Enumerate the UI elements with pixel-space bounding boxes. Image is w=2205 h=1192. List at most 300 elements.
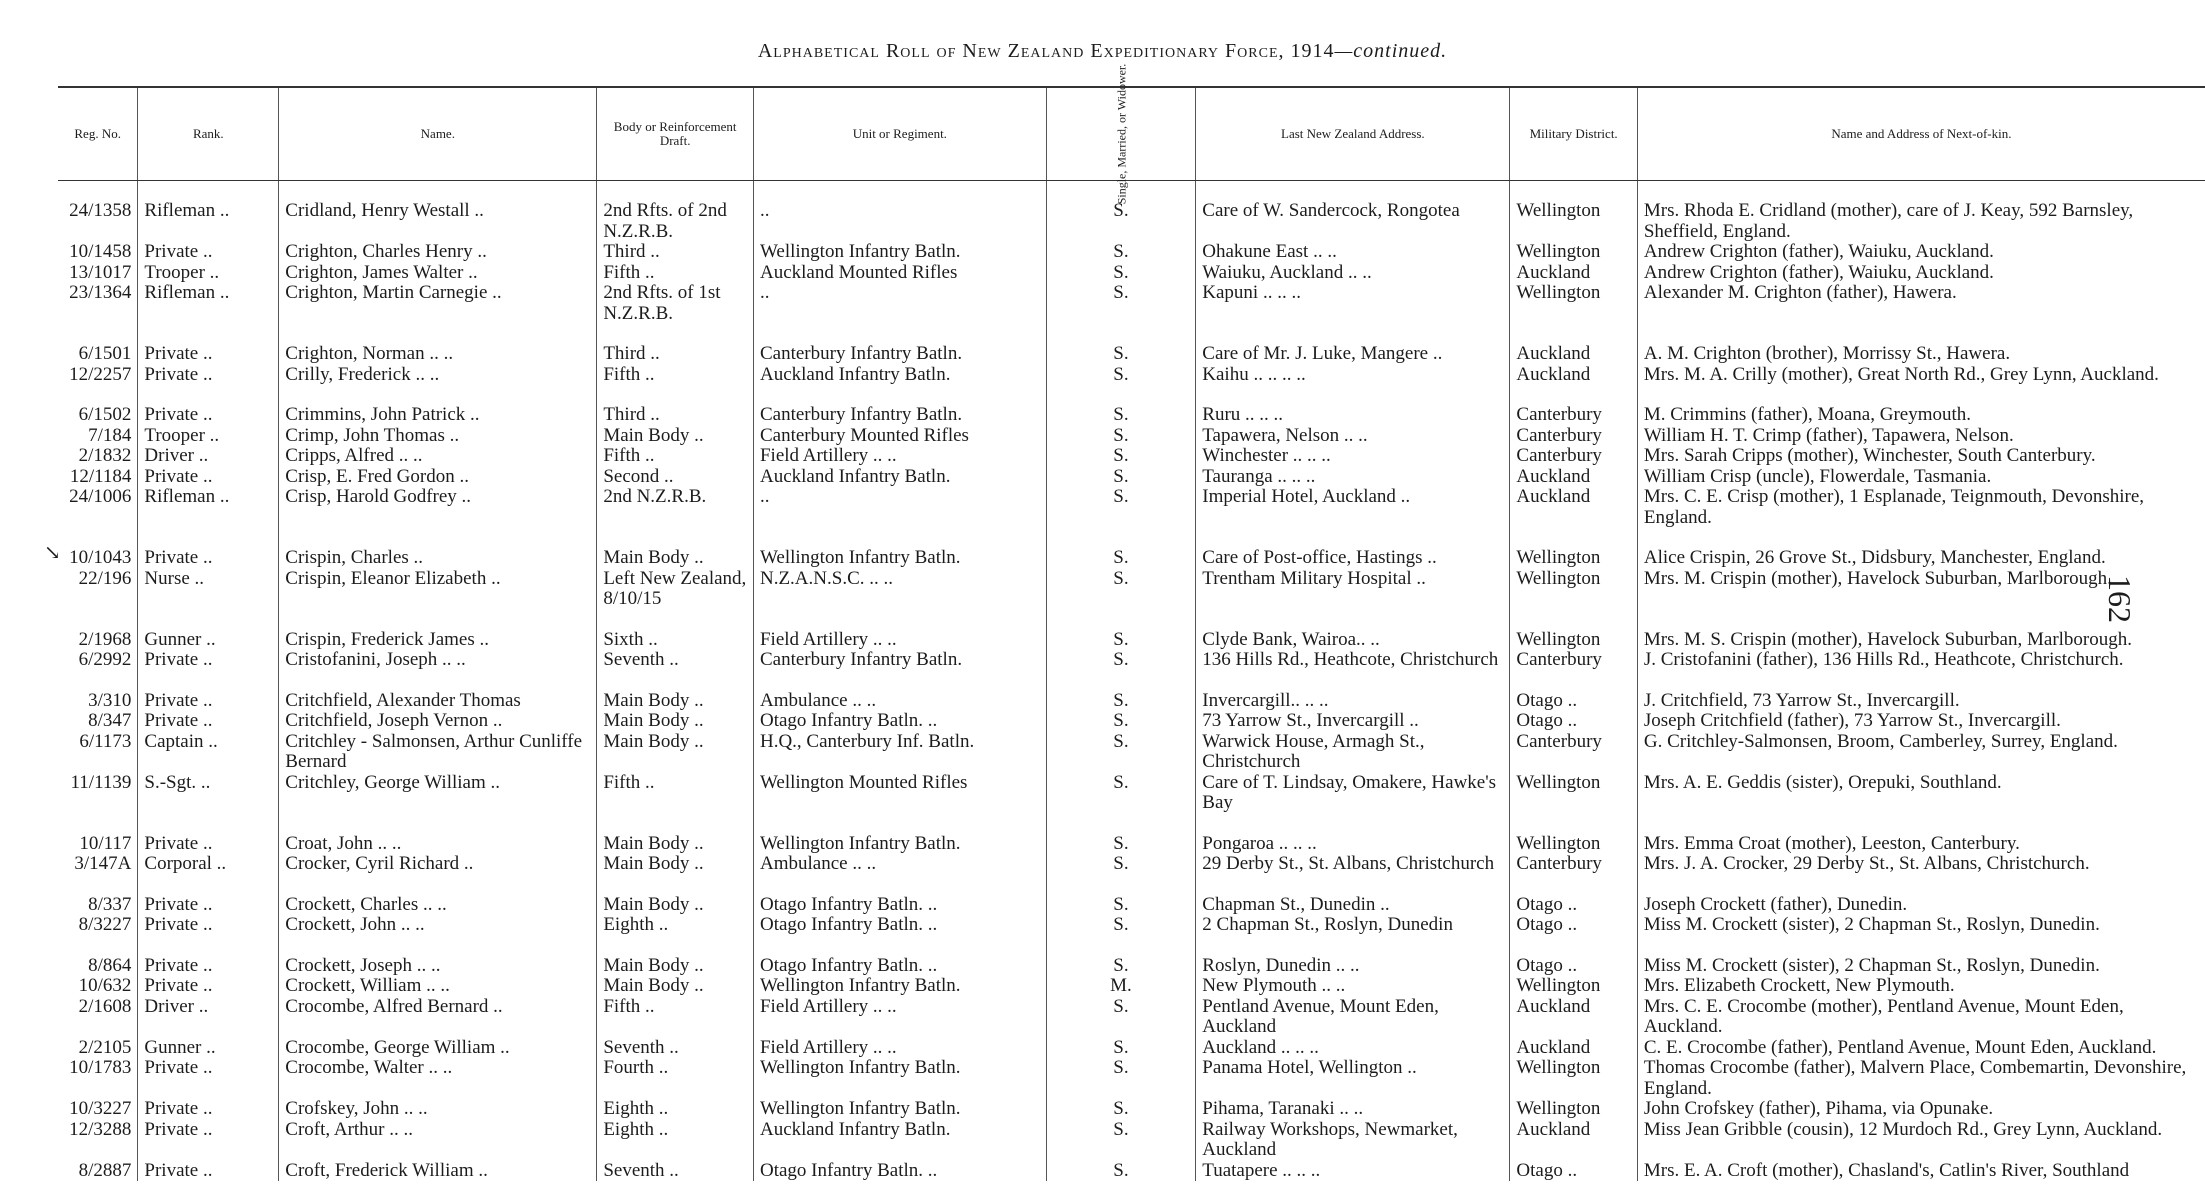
col-header-next-of-kin: Name and Address of Next-of-kin. (1637, 87, 2205, 181)
next-of-kin-cell: M. Crimmins (father), Moana, Greymouth. (1637, 405, 2205, 426)
rank-cell: Private .. (138, 365, 279, 386)
unit-cell: Otago Infantry Batln. .. (753, 956, 1046, 977)
marital-status-cell: S. (1046, 283, 1196, 324)
spacer-cell (1510, 671, 1637, 691)
reg-no-cell: 8/2887 (78, 1160, 132, 1181)
spacer-cell (1196, 671, 1510, 691)
rank-cell: Private .. (138, 467, 279, 488)
draft-cell: Seventh .. (597, 1038, 754, 1059)
group-spacer (58, 610, 2205, 630)
unit-cell: Otago Infantry Batln. .. (753, 895, 1046, 916)
name-cell: Crocombe, Alfred Bernard .. (279, 997, 597, 1038)
draft-cell: Left New Zealand, 8/10/15 (597, 569, 754, 610)
unit-cell: Wellington Infantry Batln. (753, 834, 1046, 855)
last-address-cell: Winchester .. .. .. (1196, 446, 1510, 467)
group-spacer (58, 528, 2205, 548)
draft-cell: Main Body .. (597, 956, 754, 977)
draft-cell: Fifth .. (597, 773, 754, 814)
draft-cell: Fifth .. (597, 446, 754, 467)
military-district-cell: Wellington (1510, 773, 1637, 814)
unit-cell: Wellington Infantry Batln. (753, 1099, 1046, 1120)
unit-cell: Field Artillery .. .. (753, 446, 1046, 467)
group-spacer (58, 181, 2205, 202)
name-cell: Crockett, John .. .. (279, 915, 597, 936)
spacer-cell (753, 385, 1046, 405)
next-of-kin-cell: G. Critchley-Salmonsen, Broom, Camberley, Surrey, England. (1637, 732, 2205, 773)
spacer-cell (138, 610, 279, 630)
spacer-cell (753, 814, 1046, 834)
col-header-draft: Body or Reinforcement Draft. (597, 87, 754, 181)
spacer-cell (58, 324, 138, 344)
spacer-cell (1196, 528, 1510, 548)
military-district-cell: Auckland (1510, 263, 1637, 284)
table-row (58, 773, 2205, 814)
military-district-cell: Auckland (1510, 1120, 1637, 1161)
marital-status-cell: S. (1046, 732, 1196, 773)
spacer-cell (753, 875, 1046, 895)
table-row (58, 344, 2205, 365)
spacer-cell (279, 671, 597, 691)
marital-status-cell: M. (1046, 976, 1196, 997)
header-row (58, 87, 2205, 181)
reg-no-cell: 10/1783 (69, 1058, 132, 1078)
draft-cell: Sixth .. (597, 630, 754, 651)
spacer-cell (138, 324, 279, 344)
unit-cell: Wellington Infantry Batln. (753, 548, 1046, 569)
rank-cell: Rifleman .. (138, 201, 279, 242)
unit-cell: N.Z.A.N.S.C. .. .. (753, 569, 1046, 610)
page-number: 162 (2102, 575, 2138, 623)
draft-cell: Main Body .. (597, 732, 754, 773)
spacer-cell (1046, 324, 1196, 344)
next-of-kin-cell: Mrs. Elizabeth Crockett, New Plymouth. (1637, 976, 2205, 997)
military-district-cell: Otago .. (1510, 711, 1637, 732)
military-district-cell: Otago .. (1510, 915, 1637, 936)
reg-no-cell: 13/1017 (69, 262, 132, 283)
unit-cell: Otago Infantry Batln. .. (753, 915, 1046, 936)
table-row (58, 365, 2205, 386)
spacer-cell (138, 814, 279, 834)
name-cell: Crisp, Harold Godfrey .. (279, 487, 597, 528)
last-address-cell: Panama Hotel, Wellington .. (1196, 1058, 1510, 1099)
spacer-cell (1046, 610, 1196, 630)
col-header-unit: Unit or Regiment. (753, 87, 1046, 181)
spacer-cell (597, 324, 754, 344)
last-address-cell: Imperial Hotel, Auckland .. (1196, 487, 1510, 528)
spacer-cell (597, 385, 754, 405)
draft-cell: Main Body .. (597, 854, 754, 875)
name-cell: Critchfield, Alexander Thomas (279, 691, 597, 712)
name-cell: Crocombe, Walter .. .. (279, 1058, 597, 1099)
draft-cell: Main Body .. (597, 895, 754, 916)
draft-cell: Fifth .. (597, 263, 754, 284)
reg-no-cell: 10/117 (79, 833, 132, 854)
military-district-cell: Otago .. (1510, 956, 1637, 977)
spacer-cell (58, 610, 138, 630)
spacer-cell (138, 671, 279, 691)
military-district-cell: Canterbury (1510, 650, 1637, 671)
marital-status-cell: S. (1046, 711, 1196, 732)
unit-cell: Field Artillery .. .. (753, 630, 1046, 651)
rank-cell: Captain .. (138, 732, 279, 773)
last-address-cell: Auckland .. .. .. (1196, 1038, 1510, 1059)
spacer-cell (1196, 385, 1510, 405)
next-of-kin-cell: Mrs. Emma Croat (mother), Leeston, Canterbury. (1637, 834, 2205, 855)
table-row (58, 1161, 2205, 1182)
spacer-cell (58, 936, 138, 956)
reg-no-cell: 7/184 (88, 425, 132, 446)
marital-status-cell: S. (1046, 426, 1196, 447)
marital-status-cell: S. (1046, 487, 1196, 528)
marital-status-cell: S. (1046, 569, 1196, 610)
table-row (58, 915, 2205, 936)
unit-cell: Auckland Infantry Batln. (753, 365, 1046, 386)
spacer-cell (279, 324, 597, 344)
military-district-cell: Otago .. (1510, 895, 1637, 916)
reg-no-cell: 6/2992 (78, 650, 132, 670)
spacer-cell (1046, 814, 1196, 834)
marital-status-cell: S. (1046, 956, 1196, 977)
military-district-cell: Auckland (1510, 344, 1637, 365)
reg-no-cell: 10/632 (78, 976, 132, 996)
table-row (58, 426, 2205, 447)
spacer-cell (753, 936, 1046, 956)
col-header-district: Military District. (1510, 87, 1637, 181)
marital-status-cell: S. (1046, 630, 1196, 651)
table-row (58, 1058, 2205, 1099)
unit-cell: Otago Infantry Batln. .. (753, 711, 1046, 732)
spacer-cell (1637, 875, 2205, 895)
spacer-cell (1510, 610, 1637, 630)
military-district-cell: Wellington (1510, 548, 1637, 569)
unit-cell: Wellington Infantry Batln. (753, 242, 1046, 263)
rank-cell: Trooper .. (138, 426, 279, 447)
spacer-cell (138, 385, 279, 405)
last-address-cell: Waiuku, Auckland .. .. (1196, 263, 1510, 284)
next-of-kin-cell: Miss Jean Gribble (cousin), 12 Murdoch Rd., Grey Lynn, Auckland. (1637, 1120, 2205, 1161)
table-row (58, 650, 2205, 671)
group-spacer (58, 814, 2205, 834)
last-address-cell: Tauranga .. .. .. (1196, 467, 1510, 488)
rank-cell: Trooper .. (138, 263, 279, 284)
rank-cell: Private .. (138, 1099, 279, 1120)
reg-no-cell: 11/1139 (70, 772, 132, 793)
col-header-reg-no: Reg. No. (58, 87, 138, 181)
last-address-cell: Railway Workshops, Newmarket, Auckland (1196, 1120, 1510, 1161)
rank-cell: Private .. (138, 1058, 279, 1099)
col-header-marital (1046, 63, 1196, 205)
military-district-cell: Wellington (1510, 242, 1637, 263)
rank-cell: Private .. (138, 405, 279, 426)
spacer-cell (1510, 528, 1637, 548)
spacer-cell (1637, 181, 2205, 202)
military-district-cell: Wellington (1510, 201, 1637, 242)
draft-cell: Seventh .. (597, 650, 754, 671)
rank-cell: Driver .. (138, 446, 279, 467)
table-row (58, 201, 2205, 242)
table-row (58, 446, 2205, 467)
spacer-cell (1046, 528, 1196, 548)
reg-no-cell: 8/337 (88, 894, 132, 915)
next-of-kin-cell: Miss M. Crockett (sister), 2 Chapman St., Roslyn, Dunedin. (1637, 915, 2205, 936)
spacer-cell (597, 610, 754, 630)
next-of-kin-cell: Mrs. C. E. Crocombe (mother), Pentland Avenue, Mount Eden, Auckland. (1637, 997, 2205, 1038)
draft-cell: Second .. (597, 467, 754, 488)
last-address-cell: Clyde Bank, Wairoa.. .. (1196, 630, 1510, 651)
military-district-cell: Wellington (1510, 834, 1637, 855)
last-address-cell: Warwick House, Armagh St., Christchurch (1196, 732, 1510, 773)
last-address-cell: Kapuni .. .. .. (1196, 283, 1510, 324)
reg-no-cell: 3/310 (88, 690, 132, 711)
spacer-cell (1196, 814, 1510, 834)
table-row (58, 630, 2205, 651)
reg-no-cell: 6/1501 (78, 344, 132, 364)
spacer-cell (1637, 610, 2205, 630)
unit-cell: Field Artillery .. .. (753, 997, 1046, 1038)
military-district-cell: Canterbury (1510, 446, 1637, 467)
reg-no-cell: 2/1608 (78, 996, 132, 1017)
table-row (58, 569, 2205, 610)
draft-cell: Third .. (597, 344, 754, 365)
marital-status-cell: S. (1046, 446, 1196, 467)
col-header-name: Name. (279, 87, 597, 181)
rank-cell: Private .. (138, 1120, 279, 1161)
unit-cell: .. (753, 201, 1046, 242)
next-of-kin-cell: J. Cristofanini (father), 136 Hills Rd., Heathcote, Christchurch. (1637, 650, 2205, 671)
draft-cell: Eighth .. (597, 1120, 754, 1161)
next-of-kin-cell: Andrew Crighton (father), Waiuku, Auckland. (1637, 242, 2205, 263)
spacer-cell (1510, 936, 1637, 956)
name-cell: Critchley, George William .. (279, 773, 597, 814)
rank-cell: Private .. (138, 344, 279, 365)
draft-cell: Main Body .. (597, 691, 754, 712)
rank-cell: Rifleman .. (138, 487, 279, 528)
name-cell: Croft, Frederick William .. (279, 1161, 597, 1182)
marital-status-cell: S. (1046, 915, 1196, 936)
spacer-cell (1196, 936, 1510, 956)
military-district-cell: Otago .. (1510, 1161, 1637, 1182)
military-district-cell: Wellington (1510, 976, 1637, 997)
table-row (58, 834, 2205, 855)
last-address-cell: 2 Chapman St., Roslyn, Dunedin (1196, 915, 1510, 936)
rank-cell: Private .. (138, 711, 279, 732)
reg-no-cell: 10/1458 (69, 242, 132, 262)
last-address-cell: 73 Yarrow St., Invercargill .. (1196, 711, 1510, 732)
reg-no-cell: 12/3288 (69, 1119, 132, 1140)
spacer-cell (279, 385, 597, 405)
name-cell: Crocombe, George William .. (279, 1038, 597, 1059)
name-cell: Crockett, Charles .. .. (279, 895, 597, 916)
name-cell: Crisp, E. Fred Gordon .. (279, 467, 597, 488)
reg-no-cell: 24/1006 (69, 487, 132, 507)
military-district-cell: Auckland (1510, 487, 1637, 528)
draft-cell: Main Body .. (597, 548, 754, 569)
spacer-cell (279, 875, 597, 895)
last-address-cell: 136 Hills Rd., Heathcote, Christchurch (1196, 650, 1510, 671)
table-row (58, 956, 2205, 977)
next-of-kin-cell: Joseph Critchfield (father), 73 Yarrow St., Invercargill. (1637, 711, 2205, 732)
spacer-cell (1196, 875, 1510, 895)
military-district-cell: Auckland (1510, 365, 1637, 386)
rank-cell: Private .. (138, 242, 279, 263)
name-cell: Crighton, James Walter .. (279, 263, 597, 284)
military-district-cell: Auckland (1510, 467, 1637, 488)
reg-no-cell: 12/1184 (69, 466, 132, 487)
spacer-cell (597, 181, 754, 202)
unit-cell: Canterbury Mounted Rifles (753, 426, 1046, 447)
marital-status-cell: S. (1046, 854, 1196, 875)
spacer-cell (1046, 936, 1196, 956)
last-address-cell: Chapman St., Dunedin .. (1196, 895, 1510, 916)
spacer-cell (138, 528, 279, 548)
spacer-cell (753, 324, 1046, 344)
marital-status-cell: S. (1046, 650, 1196, 671)
military-district-cell: Otago .. (1510, 691, 1637, 712)
marital-status-cell: S. (1046, 997, 1196, 1038)
last-address-cell: Care of T. Lindsay, Omakere, Hawke's Bay (1196, 773, 1510, 814)
col-header-address: Last New Zealand Address. (1196, 87, 1510, 181)
margin-pointer-mark: ↘ (44, 540, 61, 564)
spacer-cell (1046, 385, 1196, 405)
last-address-cell: Kaihu .. .. .. .. (1196, 365, 1510, 386)
roll-table (58, 63, 2205, 1181)
name-cell: Crighton, Martin Carnegie .. (279, 283, 597, 324)
spacer-cell (597, 528, 754, 548)
rank-cell: Private .. (138, 548, 279, 569)
marital-status-cell: S. (1046, 1058, 1196, 1099)
marital-status-cell: S. (1046, 242, 1196, 263)
spacer-cell (58, 528, 138, 548)
reg-no-cell: 8/347 (88, 711, 132, 731)
marital-header-text: Single, Married, or Widower. (1113, 63, 1128, 205)
reg-no-cell: 12/2257 (69, 364, 132, 385)
reg-no-cell: 2/1832 (78, 446, 132, 466)
unit-cell: Canterbury Infantry Batln. (753, 344, 1046, 365)
rank-cell: Gunner .. (138, 630, 279, 651)
marital-status-cell: S. (1046, 773, 1196, 814)
last-address-cell: New Plymouth .. .. (1196, 976, 1510, 997)
marital-status-cell: S. (1046, 691, 1196, 712)
spacer-cell (1196, 324, 1510, 344)
rank-cell: Driver .. (138, 997, 279, 1038)
military-district-cell: Auckland (1510, 997, 1637, 1038)
marital-status-cell: S. (1046, 1120, 1196, 1161)
military-district-cell: Wellington (1510, 1099, 1637, 1120)
rank-cell: Rifleman .. (138, 283, 279, 324)
name-cell: Crockett, Joseph .. .. (279, 956, 597, 977)
reg-no-cell: 6/1502 (78, 405, 132, 425)
draft-cell: Seventh .. (597, 1161, 754, 1182)
spacer-cell (1637, 814, 2205, 834)
spacer-cell (753, 181, 1046, 202)
last-address-cell: Care of W. Sandercock, Rongotea (1196, 201, 1510, 242)
next-of-kin-cell: Mrs. E. A. Croft (mother), Chasland's, Catlin's River, Southland (1637, 1161, 2205, 1182)
table-row (58, 283, 2205, 324)
spacer-cell (279, 610, 597, 630)
last-address-cell: Tapawera, Nelson .. .. (1196, 426, 1510, 447)
next-of-kin-cell: Thomas Crocombe (father), Malvern Place, Combemartin, Devonshire, England. (1637, 1058, 2205, 1099)
unit-cell: Otago Infantry Batln. .. (753, 1161, 1046, 1182)
unit-cell: .. (753, 487, 1046, 528)
rank-cell: Nurse .. (138, 569, 279, 610)
spacer-cell (1510, 324, 1637, 344)
marital-status-cell: S. (1046, 467, 1196, 488)
reg-no-cell: 6/1173 (79, 731, 132, 752)
spacer-cell (1510, 814, 1637, 834)
reg-no-cell: 24/1358 (69, 201, 132, 221)
spacer-cell (1046, 875, 1196, 895)
spacer-cell (58, 671, 138, 691)
spacer-cell (138, 181, 279, 202)
name-cell: Croft, Arthur .. .. (279, 1120, 597, 1161)
military-district-cell: Auckland (1510, 1038, 1637, 1059)
draft-cell: Fourth .. (597, 1058, 754, 1099)
title-suffix: —continued. (1334, 40, 1448, 62)
last-address-cell: Invercargill.. .. .. (1196, 691, 1510, 712)
next-of-kin-cell: Mrs. M. Crispin (mother), Havelock Suburban, Marlborough. (1637, 569, 2205, 610)
spacer-cell (279, 181, 597, 202)
next-of-kin-cell: C. E. Crocombe (father), Pentland Avenue, Mount Eden, Auckland. (1637, 1038, 2205, 1059)
draft-cell: 2nd Rfts. of 2nd N.Z.R.B. (597, 201, 754, 242)
unit-cell: Wellington Infantry Batln. (753, 1058, 1046, 1099)
reg-no-cell: 8/864 (88, 955, 132, 976)
rank-cell: Private .. (138, 956, 279, 977)
table-row (58, 263, 2205, 284)
table-row (58, 1099, 2205, 1120)
rank-cell: Gunner .. (138, 1038, 279, 1059)
military-district-cell: Canterbury (1510, 405, 1637, 426)
last-address-cell: Pentland Avenue, Mount Eden, Auckland (1196, 997, 1510, 1038)
spacer-cell (597, 936, 754, 956)
next-of-kin-cell: William H. T. Crimp (father), Tapawera, Nelson. (1637, 426, 2205, 447)
table-row (58, 895, 2205, 916)
spacer-cell (1196, 610, 1510, 630)
last-address-cell: Roslyn, Dunedin .. .. (1196, 956, 1510, 977)
rank-cell: Private .. (138, 691, 279, 712)
marital-status-cell: S. (1046, 201, 1196, 242)
next-of-kin-cell: Mrs. J. A. Crocker, 29 Derby St., St. Albans, Christchurch. (1637, 854, 2205, 875)
reg-no-cell: 23/1364 (69, 283, 132, 303)
group-spacer (58, 875, 2205, 895)
unit-cell: Auckland Infantry Batln. (753, 467, 1046, 488)
name-cell: Crighton, Charles Henry .. (279, 242, 597, 263)
spacer-cell (1510, 875, 1637, 895)
military-district-cell: Wellington (1510, 569, 1637, 610)
reg-no-cell: 10/3227 (69, 1099, 132, 1119)
table-row (58, 548, 2205, 569)
last-address-cell: Tuatapere .. .. .. (1196, 1161, 1510, 1182)
reg-no-cell: 8/3227 (78, 915, 132, 935)
last-address-cell: Pongaroa .. .. .. (1196, 834, 1510, 855)
unit-cell: H.Q., Canterbury Inf. Batln. (753, 732, 1046, 773)
table-row (58, 405, 2205, 426)
group-spacer (58, 936, 2205, 956)
marital-status-cell: S. (1046, 895, 1196, 916)
spacer-cell (1637, 324, 2205, 344)
spacer-cell (597, 814, 754, 834)
name-cell: Crimp, John Thomas .. (279, 426, 597, 447)
draft-cell: 2nd Rfts. of 1st N.Z.R.B. (597, 283, 754, 324)
table-row (58, 242, 2205, 263)
military-district-cell: Canterbury (1510, 854, 1637, 875)
unit-cell: Canterbury Infantry Batln. (753, 405, 1046, 426)
name-cell: Crockett, William .. .. (279, 976, 597, 997)
name-cell: Crimmins, John Patrick .. (279, 405, 597, 426)
marital-status-cell: S. (1046, 405, 1196, 426)
spacer-cell (279, 814, 597, 834)
military-district-cell: Wellington (1510, 283, 1637, 324)
unit-cell: Wellington Infantry Batln. (753, 976, 1046, 997)
